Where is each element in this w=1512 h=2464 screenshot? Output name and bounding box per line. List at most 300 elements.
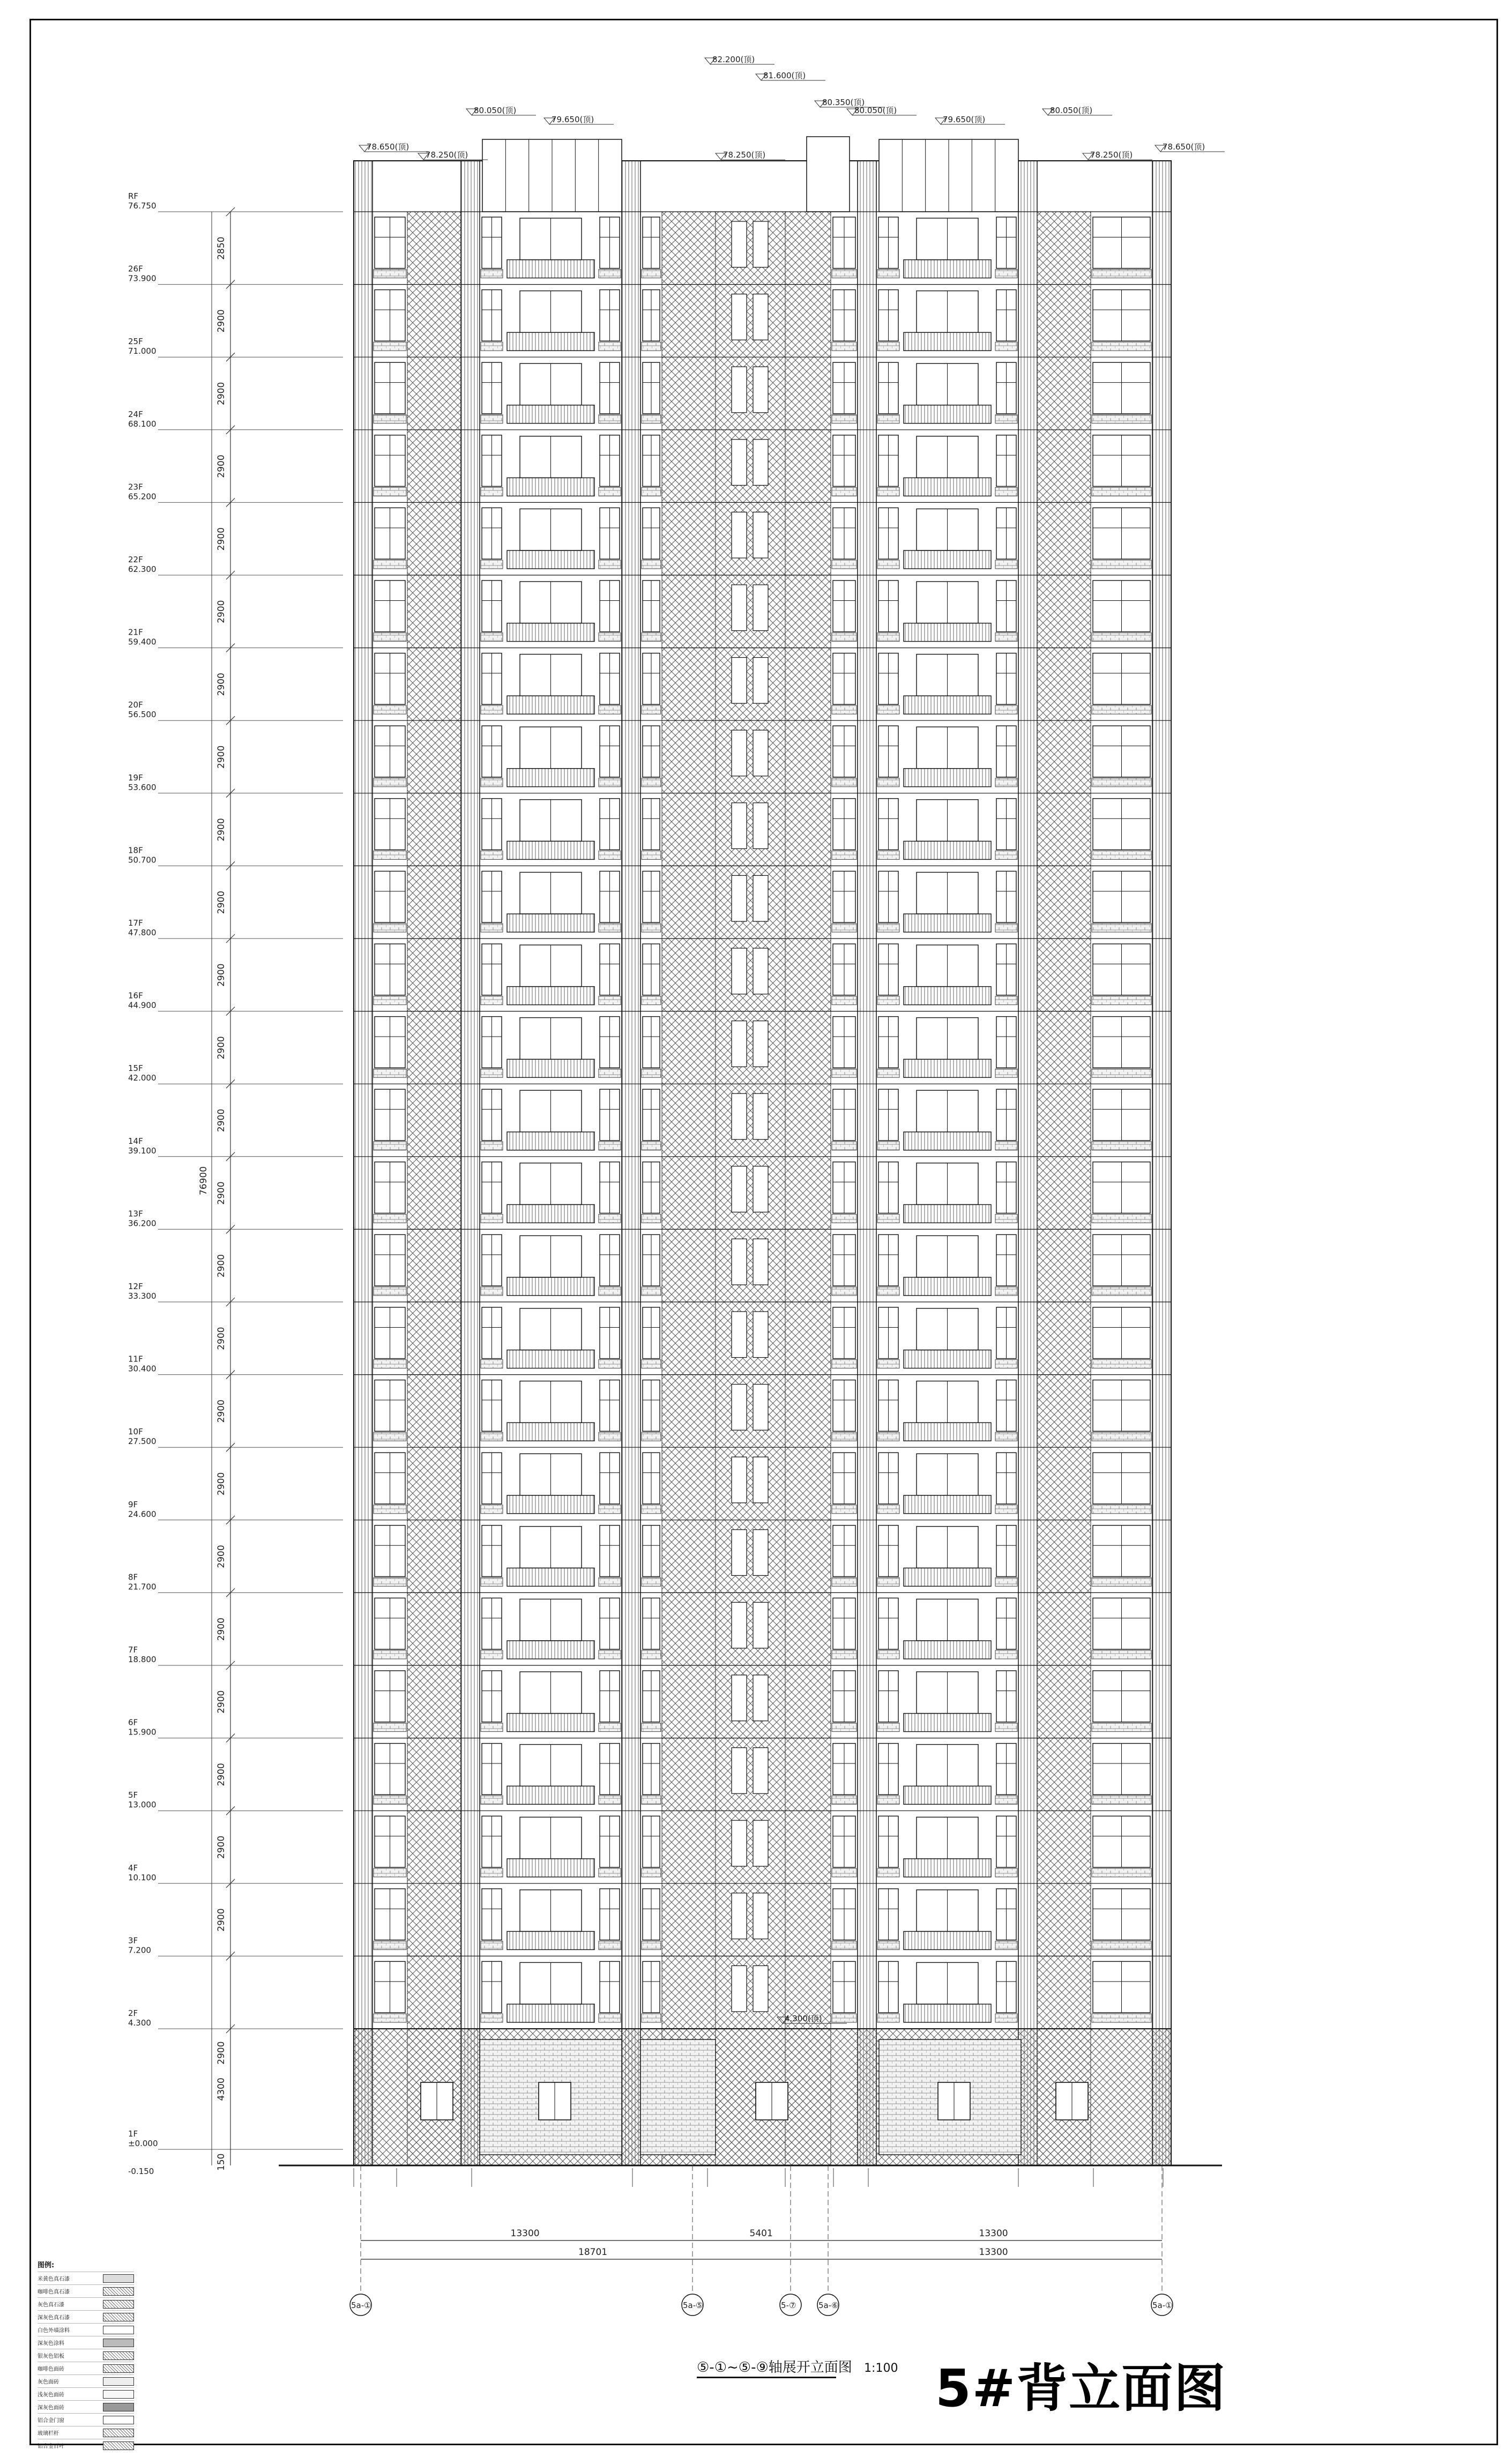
window-sill-band — [599, 1287, 621, 1296]
window-sill-band — [832, 1069, 856, 1077]
dim-label: 13300 — [979, 2228, 1008, 2239]
window-sill-band — [877, 996, 899, 1005]
window-sill-band — [995, 924, 1017, 932]
core-window — [732, 875, 747, 921]
level-elevation: 47.800 — [128, 928, 157, 937]
window-sill-band — [599, 1723, 621, 1732]
balcony-railing — [507, 1495, 594, 1514]
legend-row — [38, 2297, 134, 2310]
balcony-railing — [904, 1568, 991, 1586]
balcony-railing — [507, 1277, 594, 1296]
level-elevation: 13.000 — [128, 1800, 157, 1810]
legend-label: 深灰色真石漆 — [38, 2315, 70, 2321]
balcony-railing — [904, 1495, 991, 1514]
legend-swatch — [103, 2339, 134, 2347]
legend-row — [38, 2310, 134, 2323]
stair-core-cladding — [716, 212, 785, 2165]
level-elevation: 21.700 — [128, 1582, 157, 1592]
legend-label: 咖啡色真石漆 — [38, 2289, 70, 2295]
window-sill-band — [995, 2014, 1017, 2022]
stone-cladding — [785, 212, 831, 2165]
balcony-railing — [904, 1641, 991, 1659]
level-label: 17F — [128, 918, 143, 928]
window-sill-band — [642, 1577, 661, 1586]
window-sill-band — [374, 778, 406, 787]
window-sill-band — [877, 1142, 899, 1150]
bay-cross — [785, 212, 831, 2165]
legend-label: 铝合金百叶 — [38, 2444, 64, 2450]
balcony-railing — [904, 1714, 991, 1732]
window-sill-band — [599, 1941, 621, 1949]
building-facade — [279, 137, 1222, 2165]
bay-win — [599, 217, 621, 2022]
window-sill-band — [481, 1287, 503, 1296]
floor-height-label: 2900 — [216, 1545, 227, 1568]
dim-label: 13300 — [979, 2247, 1008, 2258]
window-sill-band — [1092, 851, 1151, 859]
core-window — [753, 730, 768, 776]
floor-height-label: 2900 — [216, 1617, 227, 1641]
window-sill-band — [599, 1869, 621, 1877]
window-sill-band — [481, 1650, 503, 1659]
window-sill-band — [642, 851, 661, 859]
floor-height-label: 2900 — [216, 600, 227, 623]
window-sill-band — [642, 1723, 661, 1732]
window-sill-band — [599, 415, 621, 423]
level-label: 8F — [128, 1572, 138, 1582]
window-sill-band — [374, 415, 406, 423]
roof-elevation-label: 80.050(顶) — [854, 106, 897, 115]
core-window — [732, 803, 747, 849]
window-sill-band — [877, 342, 899, 351]
window-sill-band — [642, 342, 661, 351]
legend-swatch — [103, 2403, 134, 2411]
level-label: 3F — [128, 1936, 138, 1946]
window-sill-band — [832, 342, 856, 351]
bay-pier — [1152, 161, 1171, 2165]
window-sill-band — [599, 851, 621, 859]
level-elevation: 65.200 — [128, 492, 157, 502]
window-sill-band — [832, 1941, 856, 1949]
window-sill-band — [832, 924, 856, 932]
legend-row — [38, 2362, 134, 2374]
legend-swatch — [103, 2313, 134, 2321]
level-elevation: 24.600 — [128, 1509, 157, 1519]
floor-height-label: 4300 — [216, 2078, 227, 2101]
balcony-railing — [904, 1859, 991, 1877]
window-sill-band — [832, 1869, 856, 1877]
core-window — [753, 1166, 768, 1212]
level-label: 6F — [128, 1717, 138, 1728]
legend-label: 深灰色涂料 — [38, 2341, 64, 2347]
level-label: 20F — [128, 700, 143, 710]
balcony-railing — [904, 696, 991, 714]
window-sill-band — [599, 342, 621, 351]
level-elevation: 50.700 — [128, 855, 157, 865]
roof-elevation-label: 80.050(顶) — [1050, 106, 1093, 115]
pier — [354, 161, 373, 2165]
balcony-railing — [507, 914, 594, 932]
core-window — [753, 1893, 768, 1939]
window-sill-band — [599, 1069, 621, 1077]
balcony-railing — [904, 332, 991, 351]
window-sill-band — [642, 270, 661, 278]
window-sill-band — [481, 1941, 503, 1949]
roof-elevation-label: 78.650(顶) — [367, 142, 409, 152]
window-sill-band — [599, 1577, 621, 1586]
level-elevation: ±0.000 — [128, 2139, 158, 2148]
window-sill-band — [374, 1214, 406, 1223]
window-sill-band — [642, 1505, 661, 1514]
balcony-railing — [904, 623, 991, 642]
legend-label: 灰色真石漆 — [38, 2302, 64, 2308]
pier — [1018, 161, 1037, 2165]
window-sill-band — [642, 1796, 661, 1804]
total-height-label: 76900 — [198, 1166, 209, 1195]
core-window — [732, 440, 747, 486]
floor-height-label: 2900 — [216, 745, 227, 769]
window-sill-band — [374, 1069, 406, 1077]
window-sill-band — [832, 633, 856, 642]
legend-swatch — [103, 2364, 134, 2373]
window-sill-band — [1092, 487, 1151, 496]
legend-row — [38, 2374, 134, 2387]
legend-label: 咖啡色面砖 — [38, 2366, 64, 2372]
window-sill-band — [481, 342, 503, 351]
window-sill-band — [1092, 996, 1151, 1005]
floor-height-label: 2900 — [216, 1327, 227, 1350]
window-sill-band — [877, 1796, 899, 1804]
roof-elevation-label: 78.250(顶) — [723, 150, 766, 160]
window-sill-band — [877, 415, 899, 423]
level-label: 7F — [128, 1645, 138, 1655]
floor-height-dims — [198, 207, 235, 2171]
window-sill-band — [877, 1069, 899, 1077]
legend-row — [38, 2349, 134, 2362]
floor-height-label: 2900 — [216, 455, 227, 478]
window-sill-band — [832, 1650, 856, 1659]
subtitle-scale: 1:100 — [864, 2362, 898, 2375]
balcony-railing — [904, 405, 991, 423]
axis-label: 5a-⑤ — [683, 2301, 703, 2310]
dim-label: 18701 — [578, 2247, 608, 2258]
core-window — [753, 1239, 768, 1285]
window-sill-band — [995, 1941, 1017, 1949]
level-elevation: 33.300 — [128, 1291, 157, 1301]
balcony-railing — [507, 1204, 594, 1223]
bay-win — [877, 217, 899, 2022]
legend-swatch — [103, 2377, 134, 2386]
roof-elevation-label: 78.650(顶) — [1163, 142, 1205, 152]
window-sill-band — [481, 1432, 503, 1441]
window-sill-band — [481, 1796, 503, 1804]
level-elevation: 73.900 — [128, 273, 157, 284]
floor-height-label: 2900 — [216, 1690, 227, 1714]
window-sill-band — [832, 1432, 856, 1441]
bay-win — [642, 217, 661, 2022]
window-sill-band — [995, 1360, 1017, 1368]
core-window — [753, 658, 768, 704]
balcony-railing — [904, 1350, 991, 1368]
window-sill-band — [374, 924, 406, 932]
axis-label: 5-⑦ — [781, 2301, 796, 2310]
dim-label: 13300 — [510, 2228, 540, 2239]
window-sill-band — [642, 1650, 661, 1659]
dim-label: 5401 — [749, 2228, 773, 2239]
window-sill-band — [481, 705, 503, 714]
window-sill-band — [481, 1505, 503, 1514]
window-sill-band — [995, 996, 1017, 1005]
bay-pier — [1018, 161, 1037, 2165]
core-window — [732, 1384, 747, 1431]
window-sill-band — [832, 415, 856, 423]
window-sill-band — [599, 1214, 621, 1223]
level-label: 2F — [128, 2008, 138, 2018]
core-window — [753, 1384, 768, 1431]
core-window — [732, 1602, 747, 1648]
window-sill-band — [599, 1432, 621, 1441]
legend-row — [38, 2336, 134, 2349]
window-sill-band — [1092, 1069, 1151, 1077]
window-sill-band — [481, 996, 503, 1005]
window-sill-band — [642, 560, 661, 569]
core-window — [732, 730, 747, 776]
legend-label: 铝合金门窗 — [38, 2418, 64, 2424]
window-sill-band — [995, 1723, 1017, 1732]
roof-elevation-label: 4.300(顶) — [785, 2014, 822, 2023]
pier — [1152, 161, 1171, 2165]
level-label: 13F — [128, 1209, 143, 1219]
level-label: 26F — [128, 264, 143, 274]
window-sill-band — [1092, 1360, 1151, 1368]
floor-height-label: 2900 — [216, 963, 227, 987]
level-elevation: 39.100 — [128, 1145, 157, 1156]
roof-elevation-label: 81.600(顶) — [763, 71, 806, 80]
legend-row — [38, 2387, 134, 2400]
window-sill-band — [995, 1142, 1017, 1150]
pier — [461, 161, 480, 2165]
window-sill-band — [481, 270, 503, 278]
core-window — [753, 440, 768, 486]
level-label: 21F — [128, 627, 143, 637]
floor-height-label: 2900 — [216, 1108, 227, 1132]
level-label: 16F — [128, 991, 143, 1001]
core-window — [753, 585, 768, 631]
floor-height-label: 2900 — [216, 818, 227, 842]
floor-height-label: 2900 — [216, 890, 227, 914]
window-sill-band — [877, 1214, 899, 1223]
core-window — [732, 1166, 747, 1212]
roof-elevation-label: 78.250(顶) — [1090, 150, 1133, 160]
window-sill-band — [1092, 1577, 1151, 1586]
roof-elevation-label: 82.200(顶) — [712, 55, 755, 64]
balcony-railing — [507, 1714, 594, 1732]
core-window — [753, 1093, 768, 1140]
window-sill-band — [1092, 1796, 1151, 1804]
level-label: RF — [128, 191, 139, 201]
window-sill-band — [1092, 342, 1151, 351]
window-sill-band — [599, 633, 621, 642]
window-sill-band — [374, 1796, 406, 1804]
legend-label: 深灰色面砖 — [38, 2405, 64, 2411]
window-sill-band — [1092, 560, 1151, 569]
window-sill-band — [599, 2014, 621, 2022]
window-sill-band — [877, 633, 899, 642]
balcony-railing — [904, 1786, 991, 1804]
window-sill-band — [642, 1360, 661, 1368]
balcony-railing — [904, 987, 991, 1005]
balcony-railing — [507, 623, 594, 642]
window-sill-band — [877, 1432, 899, 1441]
window-sill-band — [374, 1287, 406, 1296]
window-sill-band — [832, 270, 856, 278]
window-sill-band — [1092, 1287, 1151, 1296]
material-legend — [38, 2259, 134, 2452]
core-window — [732, 1675, 747, 1721]
balcony-railing — [507, 405, 594, 423]
core-window — [732, 294, 747, 340]
core-window — [753, 1602, 768, 1648]
core-window — [753, 875, 768, 921]
window-sill-band — [832, 1796, 856, 1804]
window-sill-band — [1092, 1432, 1151, 1441]
level-elevation: 4.300 — [128, 2018, 151, 2028]
balcony-railing — [507, 769, 594, 787]
window-sill-band — [481, 1214, 503, 1223]
window-sill-band — [832, 1723, 856, 1732]
window-sill-band — [877, 487, 899, 496]
bay-pier — [461, 161, 480, 2165]
legend-label: 玻璃栏杆 — [38, 2431, 59, 2437]
window-sill-band — [374, 1505, 406, 1514]
window-sill-band — [481, 1142, 503, 1150]
window-sill-band — [832, 778, 856, 787]
window-sill-band — [374, 1432, 406, 1441]
pier — [858, 161, 876, 2165]
window-sill-band — [877, 851, 899, 859]
subtitle-axes: ⑤-①~⑤-⑨轴展开立面图 — [697, 2359, 852, 2376]
window-sill-band — [642, 1941, 661, 1949]
core-window — [753, 803, 768, 849]
window-sill-band — [481, 487, 503, 496]
level-marks — [128, 191, 343, 2176]
window-sill-band — [642, 1869, 661, 1877]
window-sill-band — [374, 487, 406, 496]
window-sill-band — [481, 415, 503, 423]
legend-swatch — [103, 2351, 134, 2360]
window-sill-band — [877, 705, 899, 714]
core-window — [753, 1021, 768, 1067]
core-window — [753, 367, 768, 413]
balcony-railing — [507, 1423, 594, 1441]
window-sill-band — [1092, 415, 1151, 423]
bay-cross — [662, 212, 716, 2165]
bay-win — [374, 217, 406, 2022]
level-elevation: 68.100 — [128, 419, 157, 429]
window-sill-band — [877, 1941, 899, 1949]
core-window — [753, 1530, 768, 1576]
floor-height-label: 2900 — [216, 2041, 227, 2065]
bottom-dimensions — [354, 2168, 1163, 2259]
core-window — [732, 585, 747, 631]
bay-win — [1092, 217, 1151, 2022]
window-sill-band — [832, 1142, 856, 1150]
window-sill-band — [374, 851, 406, 859]
balcony-railing — [904, 550, 991, 569]
window-sill-band — [995, 1069, 1017, 1077]
window-sill-band — [481, 1577, 503, 1586]
roof-elevation-label: 80.050(顶) — [474, 106, 517, 115]
balcony-railing — [904, 769, 991, 787]
window-sill-band — [642, 633, 661, 642]
level-elevation: 7.200 — [128, 1945, 151, 1955]
floor-height-label: 2900 — [216, 1181, 227, 1205]
window-sill-band — [642, 1142, 661, 1150]
bay-core — [716, 212, 785, 2165]
stone-cladding — [1037, 212, 1091, 2165]
floor-height-label: 2900 — [216, 1036, 227, 1060]
window-sill-band — [374, 1650, 406, 1659]
window-sill-band — [995, 270, 1017, 278]
balcony-railing — [507, 260, 594, 278]
legend-swatch — [103, 2441, 134, 2450]
window-sill-band — [481, 1069, 503, 1077]
window-sill-band — [481, 778, 503, 787]
window-sill-band — [374, 1142, 406, 1150]
balcony-railing — [904, 841, 991, 859]
level-elevation: 76.750 — [128, 201, 157, 211]
level-label: 11F — [128, 1354, 143, 1364]
core-window — [732, 1239, 747, 1285]
core-window — [732, 512, 747, 558]
core-window — [732, 1093, 747, 1140]
legend-row — [38, 2413, 134, 2426]
balcony-railing — [904, 260, 991, 278]
legend-label: 银灰色铝板 — [38, 2354, 64, 2359]
core-window — [732, 658, 747, 704]
window-sill-band — [877, 560, 899, 569]
window-sill-band — [599, 778, 621, 787]
balcony-railing — [904, 1423, 991, 1441]
level-elevation: 30.400 — [128, 1364, 157, 1374]
window-sill-band — [374, 2014, 406, 2022]
window-sill-band — [481, 924, 503, 932]
legend-label: 浅灰色面砖 — [38, 2392, 64, 2398]
window-sill-band — [832, 1505, 856, 1514]
window-sill-band — [642, 415, 661, 423]
balcony-railing — [507, 696, 594, 714]
window-sill-band — [1092, 1650, 1151, 1659]
axis-label: 5a-① — [351, 2301, 371, 2310]
ground-elevation: -0.150 — [128, 2167, 154, 2176]
window-sill-band — [642, 1432, 661, 1441]
core-window — [732, 1312, 747, 1358]
window-sill-band — [995, 1650, 1017, 1659]
balcony-railing — [507, 1059, 594, 1077]
axis-label: 5a-① — [1152, 2301, 1173, 2310]
level-elevation: 42.000 — [128, 1073, 157, 1083]
window-sill-band — [832, 560, 856, 569]
floor-height-label: 2900 — [216, 1400, 227, 1423]
level-elevation: 18.800 — [128, 1655, 157, 1664]
balcony-railing — [507, 1568, 594, 1586]
level-label: 10F — [128, 1427, 143, 1437]
legend-swatch — [103, 2300, 134, 2309]
level-elevation: 59.400 — [128, 637, 157, 647]
core-window — [753, 1966, 768, 2012]
level-label: 4F — [128, 1863, 138, 1873]
window-sill-band — [374, 705, 406, 714]
